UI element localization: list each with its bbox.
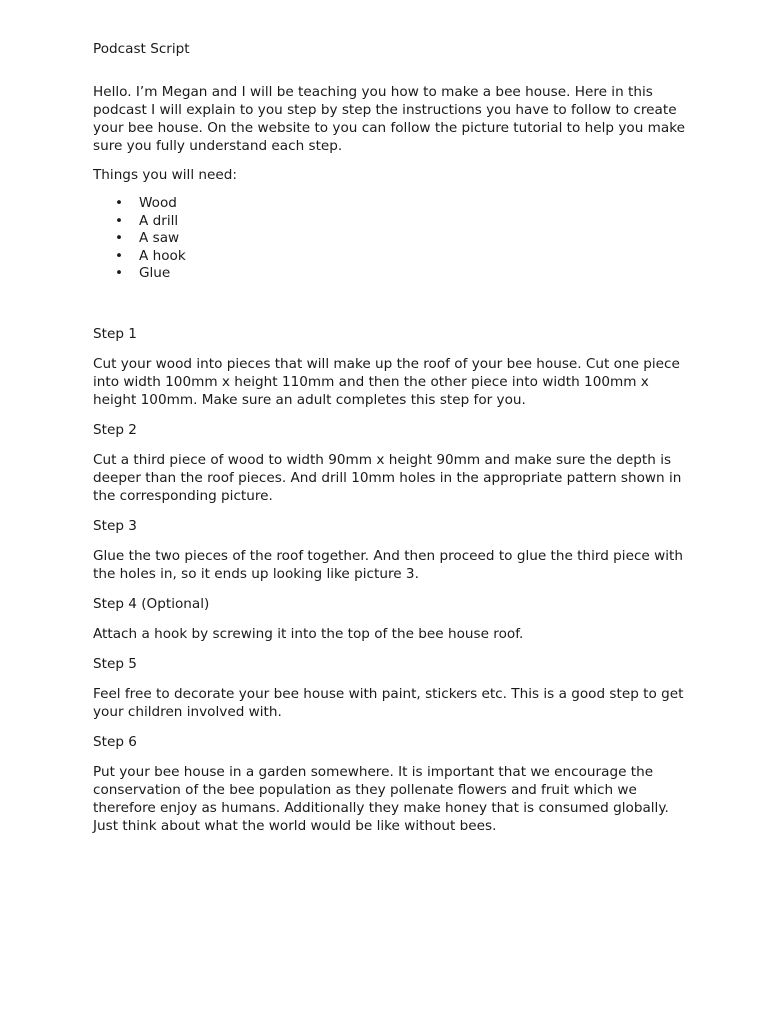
step-5-text: Feel free to decorate your bee house with paint, stickers etc. This is a good step to get your children involved with. <box>93 685 684 720</box>
list-item <box>93 230 693 248</box>
step-6-heading: Step 6 <box>93 733 137 750</box>
list-item <box>93 195 693 213</box>
list-item <box>93 248 693 266</box>
step-2-heading: Step 2 <box>93 421 137 438</box>
step-3-text: Glue the two pieces of the roof together. And then proceed to glue the third piece with the holes in, so it ends up looking like picture 3. <box>93 547 683 582</box>
things-needed-heading: Things you will need: <box>93 167 237 183</box>
step-6-text: Put your bee house in a garden somewhere. It is important that we encourage the conservation of the bee population as they pollenate flowers and fruit which we therefore enjoy as humans. Additionally they make honey that is consumed globally. Just think about what the world would be like without bees. <box>93 763 669 834</box>
list-item-label: A hook <box>139 247 186 264</box>
bullet-icon: • <box>115 230 124 247</box>
bullet-icon: • <box>115 265 124 282</box>
intro-paragraph: Hello. I’m Megan and I will be teaching you how to make a bee house. Here in this podcast I will explain to you step by step the instructions you have to follow to create your bee house. On the website to you can follow the picture tutorial to help you make sure you fully understand each step. <box>93 84 685 154</box>
list-item-label: Glue <box>139 265 171 282</box>
document-page <box>93 40 693 847</box>
step-5-heading: Step 5 <box>93 655 137 672</box>
step-2-text: Cut a third piece of wood to width 90mm x height 90mm and make sure the depth is deeper than the roof pieces. And drill 10mm holes in the appropriate pattern shown in the corresponding picture. <box>93 451 682 504</box>
list-item-label: Wood <box>139 195 177 211</box>
list-item-label: A saw <box>139 230 180 247</box>
list-item <box>93 265 693 283</box>
list-item <box>93 213 693 231</box>
step-1-heading: Step 1 <box>93 325 137 342</box>
step-4-text: Attach a hook by screwing it into the top of the bee house roof. <box>93 625 524 642</box>
step-1-text: Cut your wood into pieces that will make up the roof of your bee house. Cut one piece into width 100mm x height 110mm and then the other piece into width 100mm x height 100mm. Make sure an adult completes this step for you. <box>93 355 680 408</box>
bullet-icon: • <box>115 212 124 229</box>
step-4-heading: Step 4 (Optional) <box>93 595 210 612</box>
step-3-heading: Step 3 <box>93 517 137 534</box>
document-title: Podcast Script <box>93 41 190 57</box>
list-item-label: A drill <box>139 212 179 229</box>
bullet-icon: • <box>115 195 124 211</box>
bullet-icon: • <box>115 247 124 264</box>
materials-list <box>93 195 693 283</box>
